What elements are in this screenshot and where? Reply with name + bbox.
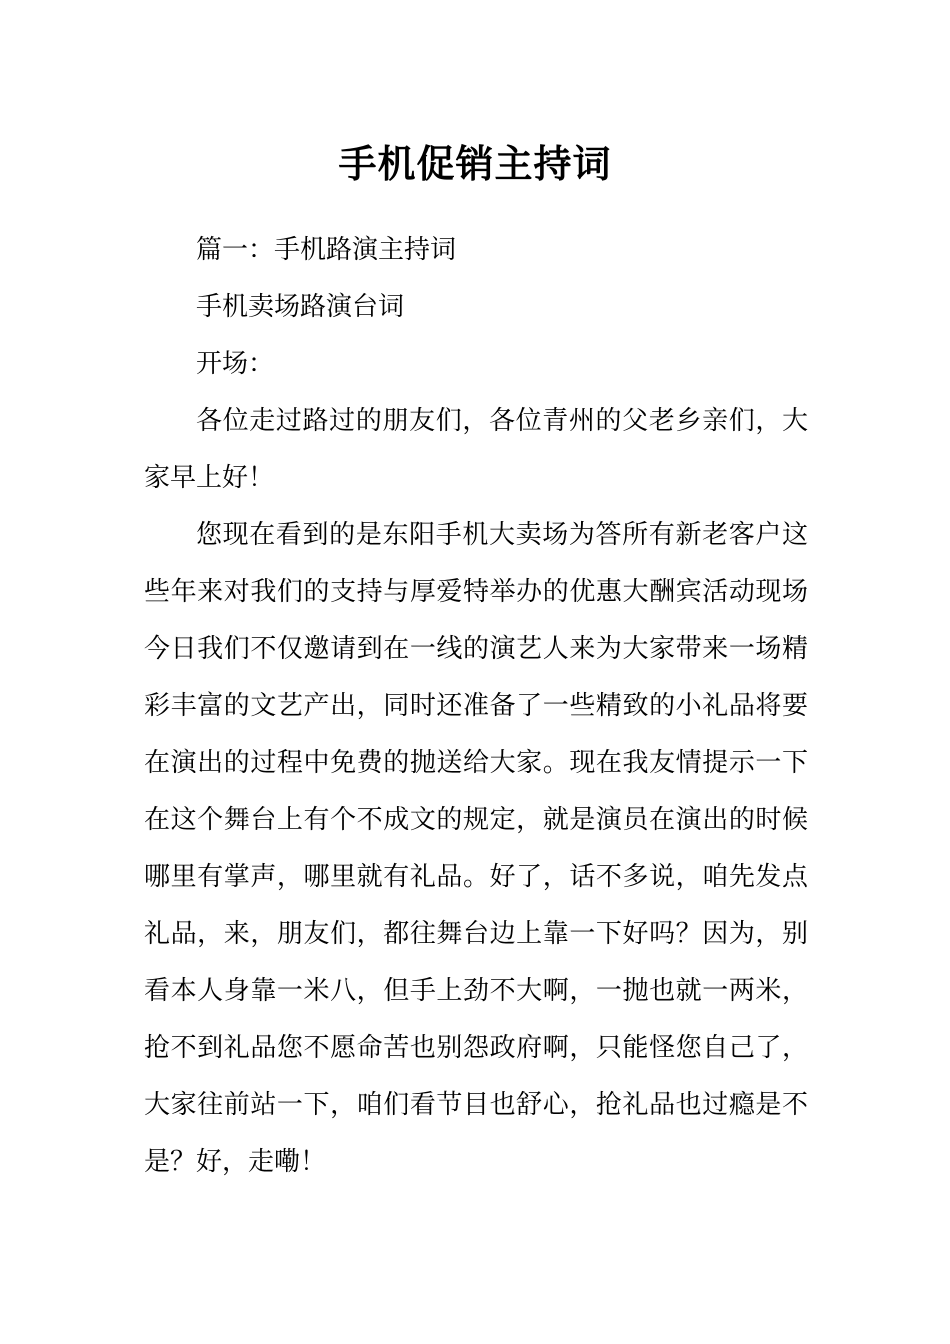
section-subheading: 手机卖场路演台词 (196, 292, 405, 322)
document-body (144, 222, 808, 1191)
opening-label: 开场： (196, 349, 275, 379)
document-title: 手机促销主持词 (338, 142, 612, 186)
intro-paragraph: 您现在看到的是东阳手机大卖场为答所有新老客户这些年来对我们的支持与厚爱特举办的优惠大酬宾活动现场今日我们不仅邀请到在一线的演艺人来为大家带来一场精彩丰富的文艺产出，同时还准备了一些精致的小礼品将要在演出的过程中免费的抛送给大家。现在我友情提示一下在这个舞台上有个不成文的规定，就是演员在演出的时候哪里有掌声，哪里就有礼品。好了，话不多说，咱先发点礼品，来，朋友们，都往舞台边上靠一下好吗？因为，别看本人身靠一米八，但手上劲不大啊，一抛也就一两米，抢不到礼品您不愿命苦也别怨政府啊，只能怪您自己了，大家往前站一下，咱们看节目也舒心，抢礼品也过瘾是不是？好，走嘞！ (144, 520, 808, 1177)
greeting-paragraph: 各位走过路过的朋友们，各位青州的父老乡亲们，大家早上好！ (144, 406, 808, 493)
section-heading: 篇一：手机路演主持词 (196, 235, 457, 265)
